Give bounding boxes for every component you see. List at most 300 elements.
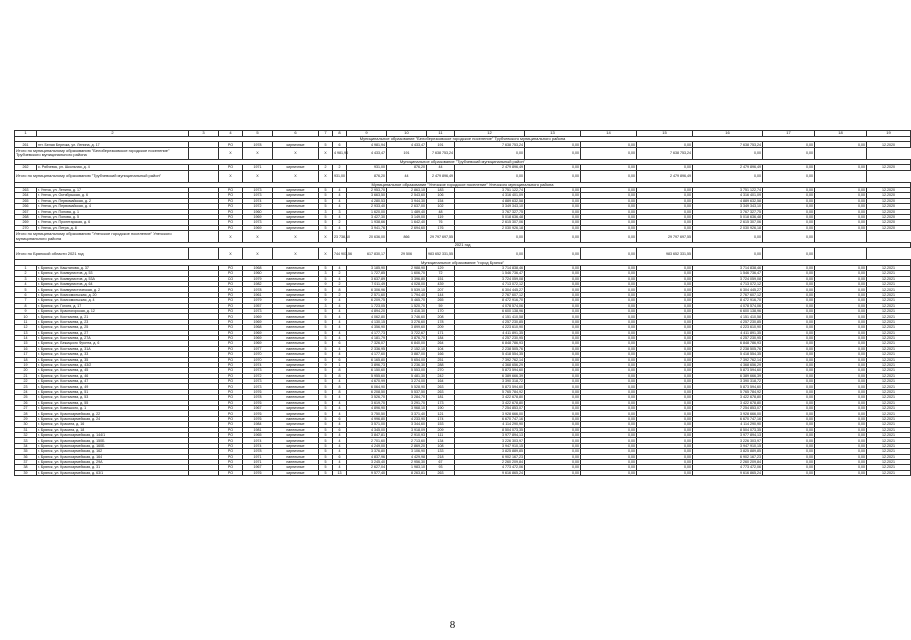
table-cell: 18 xyxy=(15,357,37,362)
table-cell: 0,00 xyxy=(581,142,637,147)
table-cell: 0,00 xyxy=(525,406,581,411)
table-cell: 0,00 xyxy=(525,142,581,147)
table-cell: Муниципальное образование "Унечское городское поселение" Унечского муниципального района xyxy=(15,182,911,187)
table-cell: 16 xyxy=(693,131,763,137)
table-cell: 4 xyxy=(333,438,347,443)
table-cell: 1969 xyxy=(243,319,273,324)
table-cell: 0,00 xyxy=(693,248,763,260)
table-cell: кирпичные xyxy=(273,432,319,437)
table-cell: 0,00 xyxy=(525,373,581,378)
table-cell: 8 xyxy=(333,131,347,137)
table-cell: 7 254 853,07 xyxy=(693,406,763,411)
table-cell: PO xyxy=(219,325,243,330)
table-cell xyxy=(189,170,219,182)
table-cell: 0,00 xyxy=(581,438,637,443)
table-cell: PO xyxy=(219,204,243,209)
table-cell: 0,00 xyxy=(525,220,581,225)
table-cell: панельные xyxy=(273,330,319,335)
table-cell: 4 889 632,58 xyxy=(455,198,525,203)
table-cell: 4 981,94 xyxy=(333,147,347,159)
table-cell: 4 xyxy=(333,265,347,270)
table-cell: 4 xyxy=(333,298,347,303)
table-cell: 218 xyxy=(427,454,455,459)
table-cell: 4 151 410,58 xyxy=(693,314,763,319)
table-cell: кирпичные xyxy=(273,142,319,147)
table-cell: 1960 xyxy=(243,271,273,276)
table-cell: 0,00 xyxy=(763,341,815,346)
table-cell: г. Брянск, ул. Комсомольская, д. 20 xyxy=(37,292,189,297)
table-cell xyxy=(189,248,219,260)
table-cell: 4 130,15 xyxy=(347,319,387,324)
table-cell: г. Брянск, ул. Костычева, д. 47 xyxy=(37,379,189,384)
table-cell: 14 xyxy=(581,131,637,137)
table-cell: 2 xyxy=(333,292,347,297)
table-cell: X xyxy=(319,147,333,159)
table-cell: 7 392 762,14 xyxy=(693,357,763,362)
table-cell: 29 xyxy=(15,416,37,421)
table-cell: 3 896,73 xyxy=(347,362,387,367)
table-cell: 5 xyxy=(319,187,333,192)
table-cell: 0,00 xyxy=(815,368,867,373)
table-cell: 0,00 xyxy=(815,314,867,319)
table-cell: 0,00 xyxy=(581,411,637,416)
table-cell: PO xyxy=(219,384,243,389)
table-cell: 4 670,99 xyxy=(347,379,387,384)
table-cell: 19 xyxy=(867,131,911,137)
table-cell: 2 713,60 xyxy=(387,438,427,443)
table-cell: 5 xyxy=(319,459,333,464)
table-cell: 1957 xyxy=(243,303,273,308)
table-cell: 0,00 xyxy=(637,470,693,475)
table-cell: 12.2020 xyxy=(867,225,911,230)
table-cell xyxy=(815,170,867,182)
table-cell: 267 xyxy=(15,209,37,214)
table-cell: 263 xyxy=(15,187,37,192)
table-cell: 171 xyxy=(427,330,455,335)
table-cell: 1 794,40 xyxy=(387,292,427,297)
table-cell: 2 767 607,12 xyxy=(455,292,525,297)
table-cell: 0,00 xyxy=(581,204,637,209)
table-cell: 4 257 230,85 xyxy=(693,319,763,324)
table-cell: с. Рябчевск, ул. Школьная, д. 4 xyxy=(37,165,189,170)
table-cell: 9 577,40 xyxy=(347,470,387,475)
table-cell: 0,00 xyxy=(637,449,693,454)
table-cell: 2 xyxy=(319,165,333,170)
table-cell: 5 xyxy=(319,308,333,313)
table-cell: 5 xyxy=(243,131,273,137)
table-cell: 0,00 xyxy=(815,276,867,281)
table-cell: 0,00 xyxy=(525,271,581,276)
table-cell: 1971 xyxy=(243,454,273,459)
table-cell: 0,00 xyxy=(525,204,581,209)
table-cell: 0,00 xyxy=(581,373,637,378)
table-cell: 4 xyxy=(333,314,347,319)
table-cell: 0,00 xyxy=(581,298,637,303)
table-cell: кирпичные xyxy=(273,465,319,470)
table-cell: 4 114 290,90 xyxy=(693,422,763,427)
table-cell: 2 543,60 xyxy=(387,193,427,198)
table-cell: PO xyxy=(219,265,243,270)
table-cell: 0,00 xyxy=(525,292,581,297)
table-cell: 173 xyxy=(427,400,455,405)
table-cell: 2 953,70 xyxy=(347,187,387,192)
table-cell: 0,00 xyxy=(581,368,637,373)
table-cell: PO xyxy=(219,427,243,432)
table-cell: PO xyxy=(219,443,243,448)
table-cell: 0,00 xyxy=(525,298,581,303)
table-cell: 0,00 xyxy=(581,248,637,260)
table-cell: 0,00 xyxy=(525,427,581,432)
table-cell: 4 356,90 xyxy=(347,325,387,330)
table-cell: 26 xyxy=(15,400,37,405)
table-cell: 23 xyxy=(15,384,37,389)
table-cell: 1978 xyxy=(243,395,273,400)
table-cell: 6 840,00 xyxy=(387,341,427,346)
table-cell: 5 xyxy=(319,214,333,219)
table-cell: 5 xyxy=(319,142,333,147)
table-cell: 2021 год xyxy=(15,243,911,248)
table-cell: 1 546 736,47 xyxy=(693,271,763,276)
table-cell: 0,00 xyxy=(581,209,637,214)
table-cell: 0,00 xyxy=(763,454,815,459)
table-cell: 3 928 666,00 xyxy=(693,411,763,416)
table-cell: 119 xyxy=(427,214,455,219)
table-cell: 8 xyxy=(333,287,347,292)
table-cell: 0,00 xyxy=(637,416,693,421)
table-cell: 0,00 xyxy=(815,395,867,400)
table-cell: 0,00 xyxy=(637,395,693,400)
table-cell: 1976 xyxy=(243,470,273,475)
table-cell: 28 xyxy=(15,411,37,416)
table-cell: г. Брянск, ул. Костычева, д. 53 xyxy=(37,395,189,400)
table-cell: 12.2021 xyxy=(867,379,911,384)
table-cell: 3 751 122,74 xyxy=(693,187,763,192)
table-cell: 4 xyxy=(333,379,347,384)
table-cell: 5 xyxy=(319,325,333,330)
table-cell: PO xyxy=(219,271,243,276)
table-cell: 0,00 xyxy=(815,308,867,313)
table-cell: 4 411 891,35 xyxy=(693,330,763,335)
table-cell: PO xyxy=(219,214,243,219)
table-cell: 6 208,50 xyxy=(347,389,387,394)
table-cell: 12.2020 xyxy=(867,220,911,225)
table-cell: 0,00 xyxy=(815,400,867,405)
table-cell: 0,00 xyxy=(815,225,867,230)
table-cell: PO xyxy=(219,142,243,147)
table-cell: 1 983,10 xyxy=(387,465,427,470)
table-cell: 190 xyxy=(427,406,455,411)
table-cell: 0,00 xyxy=(815,220,867,225)
table-cell: 0,00 xyxy=(815,422,867,427)
table-cell: 12.2020 xyxy=(867,142,911,147)
table-cell: 6 600 138,96 xyxy=(693,308,763,313)
table-cell: 0,00 xyxy=(763,406,815,411)
table-cell: 0,00 xyxy=(581,465,637,470)
table-cell: 0,00 xyxy=(763,292,815,297)
table-cell: 154 xyxy=(427,198,455,203)
table-cell: 0,00 xyxy=(581,384,637,389)
table-cell: 0,00 xyxy=(637,214,693,219)
table-cell: кирпичные xyxy=(273,406,319,411)
table-cell: 5 539,10 xyxy=(387,287,427,292)
table-cell: 0,00 xyxy=(581,449,637,454)
table-cell: 12.2021 xyxy=(867,335,911,340)
table-cell: PO xyxy=(219,406,243,411)
table-cell: 3 245,40 xyxy=(347,459,387,464)
table-cell: 3 724 059,08 xyxy=(455,276,525,281)
table-cell: 12.2021 xyxy=(867,357,911,362)
table-cell: 4 xyxy=(333,406,347,411)
table-cell: 153 xyxy=(427,422,455,427)
table-cell: Муниципальное образование "Белоберезковское городское поселение" Трубчевского муниципального района xyxy=(15,137,911,142)
table-cell: г. Брянск, ул. Костычева, д. 33 xyxy=(37,352,189,357)
table-cell: PO xyxy=(219,357,243,362)
table-cell: 12.2021 xyxy=(867,422,911,427)
table-cell: 2 933,40 xyxy=(347,204,387,209)
table-cell: г. Унеча, ул. Пролетарская, д. 6 xyxy=(37,220,189,225)
table-cell: 4 xyxy=(333,443,347,448)
table-cell: 3 847,81 xyxy=(347,432,387,437)
table-cell: 2 xyxy=(15,271,37,276)
table-cell: 5 537,50 xyxy=(387,389,427,394)
table-cell: панельные xyxy=(273,400,319,405)
table-cell: г. Брянск, ул. Костычева, д. 23 xyxy=(37,319,189,324)
table-cell: 8 xyxy=(333,368,347,373)
table-cell: 7 011,49 xyxy=(347,282,387,287)
table-cell: 3 149,00 xyxy=(387,214,427,219)
table-cell: панельные xyxy=(273,459,319,464)
table-cell: 2 627,04 xyxy=(347,465,387,470)
table-cell: 0,00 xyxy=(815,427,867,432)
table-cell: г. Брянск, ул. Костычева, д. 43/2 xyxy=(37,362,189,367)
table-cell: 4 xyxy=(333,214,347,219)
table-cell: 0,00 xyxy=(815,443,867,448)
table-cell: 9 xyxy=(319,298,333,303)
total-row xyxy=(15,231,911,243)
table-cell: 0,00 xyxy=(637,352,693,357)
table-cell: 261 xyxy=(15,142,37,147)
table-cell: 4 257 230,95 xyxy=(693,335,763,340)
table-cell: 5 xyxy=(319,454,333,459)
table-cell: PO xyxy=(219,193,243,198)
table-cell: Муниципальное образование "Трубчевский муниципальный район" xyxy=(15,159,911,164)
table-cell: 5 xyxy=(319,357,333,362)
table-cell: 9 xyxy=(319,282,333,287)
table-cell: 3 390 318,72 xyxy=(455,379,525,384)
table-cell: 12.2021 xyxy=(867,362,911,367)
table-cell: 2 863,10 xyxy=(387,187,427,192)
table-cell: кирпичные xyxy=(273,209,319,214)
table-cell: 0,00 xyxy=(581,400,637,405)
table-cell: 6 150,60 xyxy=(347,368,387,373)
table-cell: PO xyxy=(219,395,243,400)
table-cell: 1984 xyxy=(243,422,273,427)
table-cell: 9 xyxy=(347,131,387,137)
table-cell: 12.2021 xyxy=(867,341,911,346)
table-cell: 0,00 xyxy=(581,147,637,159)
table-cell: 29 797 697,55 xyxy=(427,231,455,243)
table-cell: 3 918,09 xyxy=(387,427,427,432)
table-cell: 5 654,00 xyxy=(387,357,427,362)
table-cell: 0,00 xyxy=(525,214,581,219)
table-cell: 5 xyxy=(319,400,333,405)
table-cell: 0,00 xyxy=(525,170,581,182)
table-cell: 12.2021 xyxy=(867,465,911,470)
table-cell: 4 151 410,58 xyxy=(455,314,525,319)
table-cell: 4 xyxy=(333,276,347,281)
table-cell: 5 481,30 xyxy=(387,373,427,378)
table-cell: 0,00 xyxy=(763,465,815,470)
table-cell: панельные xyxy=(273,319,319,324)
table-cell: 4 xyxy=(333,308,347,313)
table-cell: 31 xyxy=(15,427,37,432)
table-cell: 7 xyxy=(15,298,37,303)
table-cell: 1981 xyxy=(243,427,273,432)
table-cell: панельные xyxy=(273,314,319,319)
table-cell: панельные xyxy=(273,204,319,209)
table-cell: 5 xyxy=(319,416,333,421)
table-cell: 32 xyxy=(15,432,37,437)
table-cell: 3 422 678,80 xyxy=(455,400,525,405)
table-cell: 1982 xyxy=(243,282,273,287)
table-cell: 5 xyxy=(319,406,333,411)
table-cell: 3 422 678,80 xyxy=(693,400,763,405)
table-cell: 76 xyxy=(427,220,455,225)
table-cell: PO xyxy=(219,225,243,230)
table-cell: 0,00 xyxy=(637,368,693,373)
table-cell: 3 376,80 xyxy=(347,449,387,454)
table-cell: 0,00 xyxy=(637,362,693,367)
table-cell: панельные xyxy=(273,389,319,394)
table-cell: 0,00 xyxy=(763,298,815,303)
table-cell: 1973 xyxy=(243,187,273,192)
table-cell: 0,00 xyxy=(637,308,693,313)
table-row xyxy=(15,470,911,475)
table-cell: 0,00 xyxy=(581,454,637,459)
table-cell: 16 xyxy=(15,346,37,351)
table-cell: 3 714 838,46 xyxy=(455,265,525,270)
table-cell: 1968 xyxy=(243,325,273,330)
table-cell: панельные xyxy=(273,276,319,281)
table-cell: 12.2020 xyxy=(867,214,911,219)
table-cell: 0,00 xyxy=(455,147,525,159)
table-cell: 0,00 xyxy=(637,389,693,394)
table-cell: 0,00 xyxy=(815,470,867,475)
table-cell: 4 368 656,29 xyxy=(693,362,763,367)
table-cell: 4 xyxy=(333,204,347,209)
table-cell: 2 xyxy=(333,271,347,276)
table-cell: 0,00 xyxy=(763,225,815,230)
table-cell: PO xyxy=(219,470,243,475)
table-cell: 1960 xyxy=(243,209,273,214)
table-cell: СО xyxy=(219,276,243,281)
table-cell: 3 899,60 xyxy=(387,325,427,330)
table-cell: 12.2020 xyxy=(867,165,911,170)
table-cell: 1973 xyxy=(243,193,273,198)
table-cell: X xyxy=(273,147,319,159)
table-cell: 9 616 865,24 xyxy=(693,470,763,475)
table-cell: 0,00 xyxy=(763,198,815,203)
table-cell: PO xyxy=(219,389,243,394)
table-cell: PO xyxy=(219,303,243,308)
table-cell: 6 304 445,27 xyxy=(455,287,525,292)
table-cell: X xyxy=(219,231,243,243)
table-cell: 0,00 xyxy=(581,335,637,340)
table-cell: 12.2021 xyxy=(867,271,911,276)
table-cell: 1967 xyxy=(243,465,273,470)
table-cell: 2 615 307,06 xyxy=(455,220,525,225)
table-cell: 4 177,60 xyxy=(347,352,387,357)
table-cell: 0,00 xyxy=(763,209,815,214)
table-cell: 20 636,00 xyxy=(347,231,387,243)
table-cell: 0,00 xyxy=(525,362,581,367)
table-cell: 6 389 666,39 xyxy=(455,373,525,378)
table-cell: 1 723,05 xyxy=(347,303,387,308)
table-cell: 0,00 xyxy=(763,325,815,330)
table-cell: 0,00 xyxy=(525,209,581,214)
table-cell: г. Брянск, ул. Костычева, д. 46 xyxy=(37,373,189,378)
table-cell: 2 479 896,49 xyxy=(427,170,455,182)
table-cell: PO xyxy=(219,438,243,443)
table-cell: 0,00 xyxy=(763,368,815,373)
table-cell: 2 xyxy=(333,220,347,225)
table-cell: 4 249,00 xyxy=(347,443,387,448)
table-cell: 12.2021 xyxy=(867,303,911,308)
table-cell: 170 xyxy=(427,308,455,313)
table-cell: 0,00 xyxy=(637,443,693,448)
table-cell: 0,00 xyxy=(763,449,815,454)
table-cell: PO xyxy=(219,373,243,378)
table-cell: 0,00 xyxy=(637,198,693,203)
table-cell: 3 416,30 xyxy=(387,308,427,313)
table-cell: PO xyxy=(219,335,243,340)
table-cell: 4 996,80 xyxy=(347,416,387,421)
table-cell: PO xyxy=(219,362,243,367)
table-cell: 5 465,70 xyxy=(387,298,427,303)
table-cell: 6 xyxy=(333,341,347,346)
table-cell: 29 797 697,55 xyxy=(637,231,693,243)
table-cell: 9 xyxy=(319,362,333,367)
table-cell: панельные xyxy=(273,341,319,346)
table-cell: 0,00 xyxy=(815,165,867,170)
table-cell: 5 xyxy=(319,335,333,340)
table-cell: 3 968,10 xyxy=(387,406,427,411)
table-cell: 1 xyxy=(15,265,37,270)
table-cell: 0,00 xyxy=(815,352,867,357)
table-cell: кирпичные xyxy=(273,271,319,276)
table-cell: г. Унеча, ул. Петра, д. 8 xyxy=(37,225,189,230)
table-cell: 0,00 xyxy=(581,287,637,292)
table-cell: 0,00 xyxy=(525,276,581,281)
table-cell: 0,00 xyxy=(637,298,693,303)
table-cell: 0,00 xyxy=(763,220,815,225)
table-cell: PO xyxy=(219,198,243,203)
table-cell: 6 209,75 xyxy=(347,298,387,303)
table-cell: 0,00 xyxy=(637,330,693,335)
table-cell: 0,00 xyxy=(763,193,815,198)
table-cell: 5 xyxy=(319,432,333,437)
table-cell: X xyxy=(219,248,243,260)
table-cell: 2 260 209,84 xyxy=(693,459,763,464)
table-cell: 0,00 xyxy=(581,231,637,243)
table-cell: 2 956,30 xyxy=(387,459,427,464)
table-cell: 269 xyxy=(15,220,37,225)
table-cell: 1976 xyxy=(243,411,273,416)
table-cell: 0,00 xyxy=(581,303,637,308)
table-cell: 5 xyxy=(319,449,333,454)
table-cell: 11 xyxy=(427,131,455,137)
table-cell: 13 xyxy=(15,330,37,335)
